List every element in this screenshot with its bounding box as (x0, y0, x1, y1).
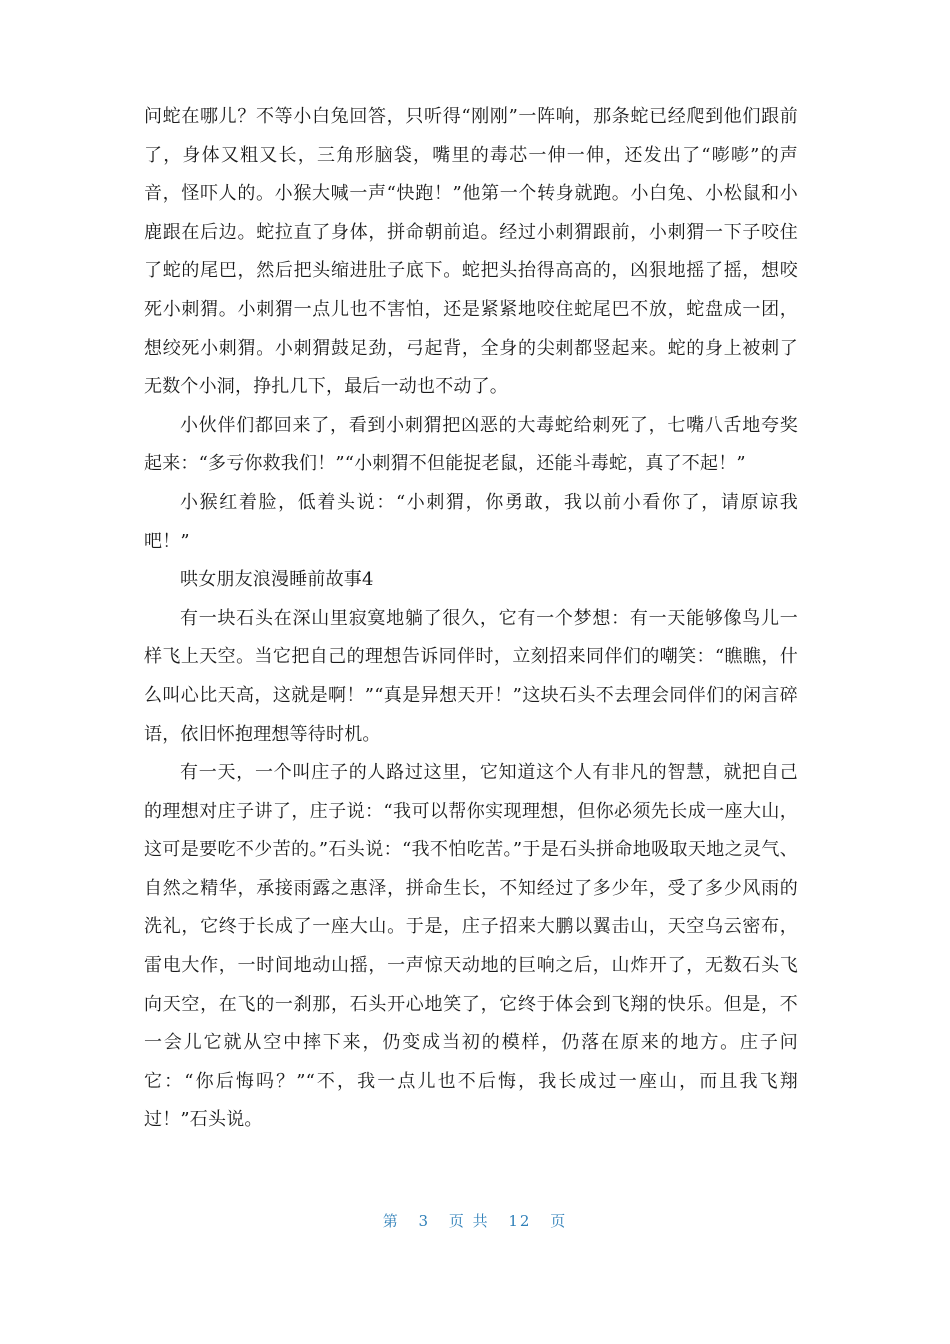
paragraph-monkey-apology: 小猴红着脸，低着头说：“小刺猬，你勇敢，我以前小看你了，请原谅我吧！” (144, 491, 798, 552)
footer-label-of: 页 共 (448, 1212, 490, 1230)
section-heading: 哄女朋友浪漫睡前故事4 (180, 569, 374, 591)
footer-current-page: 3 (418, 1212, 431, 1230)
paragraph-story-continuation: 问蛇在哪儿？不等小白兔回答，只听得“刚刚”一阵响，那条蛇已经爬到他们跟前了，身体又粗又长，三角形脑袋，嘴里的毒芯一伸一伸，还发出了“嘭嘭”的声音，怪吓人的。小猴大喊一声“快跑！”他第一个转身就跑。小白兔、小松鼠和小鹿跟在后边。蛇拉直了身体，拼命朝前追。经过小刺猬跟前，小刺猬一下子咬住了蛇的尾巴，然后把头缩进肚子底下。蛇把头抬得高高的，凶狠地摇了摇，想咬死小刺猬。小刺猬一点儿也不害怕，还是紧紧地咬住蛇尾巴不放，蛇盘成一团，想绞死小刺猬。小刺猬鼓足劲，弓起背，全身的尖刺都竖起来。蛇的身上被刺了无数个小洞，挣扎几下，最后一动也不动了。 (144, 106, 798, 398)
paragraph-stone-dream: 有一块石头在深山里寂寞地躺了很久，它有一个梦想：有一天能够像鸟儿一样飞上天空。当它把自己的理想告诉同伴时，立刻招来同伴们的嘲笑：“瞧瞧，什么叫心比天高，这就是啊！”“真是异想天开！”这块石头不去理会同伴们的闲言碎语，依旧怀抱理想等待时机。 (144, 607, 798, 745)
document-body (144, 98, 798, 1140)
footer-label-end: 页 (550, 1212, 568, 1230)
paragraph-zhuangzi: 有一天，一个叫庄子的人路过这里，它知道这个人有非凡的智慧，就把自己的理想对庄子讲了，庄子说：“我可以帮你实现理想，但你必须先长成一座大山，这可是要吃不少苦的。”石头说：“我不怕吃苦。”于是石头拼命地吸取天地之灵气、自然之精华，承接雨露之惠泽，拼命生长，不知经过了多少年，受了多少风雨的洗礼，它终于长成了一座大山。于是，庄子招来大鹏以翼击山，天空乌云密布，雷电大作，一时间地动山摇，一声惊天动地的巨响之后，山炸开了，无数石头飞向天空，在飞的一刹那，石头开心地笑了，它终于体会到飞翔的快乐。但是，不一会儿它就从空中摔下来，仍变成当初的模样，仍落在原来的地方。庄子问它：“你后悔吗？”“不，我一点儿也不后悔，我长成过一座山，而且我飞翔过！”石头说。 (144, 762, 798, 1131)
footer-total-pages: 12 (508, 1212, 532, 1230)
footer-label-page: 第 (382, 1212, 400, 1230)
paragraph-friends-praise: 小伙伴们都回来了，看到小刺猬把凶恶的大毒蛇给刺死了，七嘴八舌地夸奖起来：“多亏你救我们！”“小刺猬不但能捉老鼠，还能斗毒蛇，真了不起！” (144, 414, 798, 475)
page-footer (0, 1210, 950, 1231)
